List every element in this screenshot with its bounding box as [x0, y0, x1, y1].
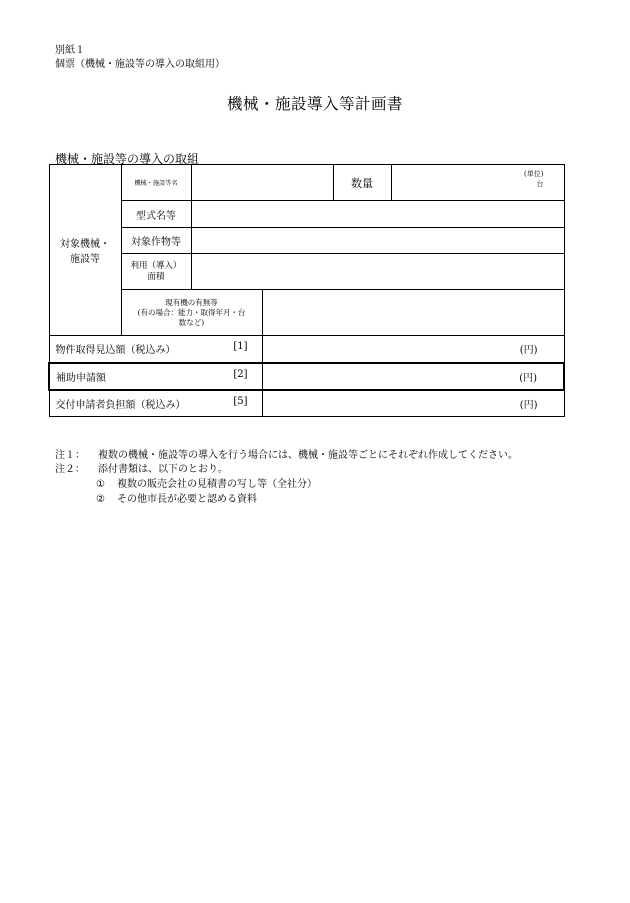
note-item-text: 複数の販売会社の見積書の写し等（全社分）	[117, 479, 317, 490]
cost-row-subsidy	[49, 363, 564, 390]
model-field[interactable]	[191, 201, 564, 228]
machine-name-label: 機械・施設等名	[121, 165, 191, 201]
plan-table	[48, 164, 565, 417]
applicant-burden-field[interactable]: (円)	[262, 390, 564, 417]
form-type-label: 個票（機械・施設等の導入の取組用）	[55, 59, 225, 70]
quantity-label: 数量	[333, 165, 391, 201]
ref-5: [5]	[233, 395, 248, 407]
acquisition-cost-label: 物件取得見込額（税込み） [1]	[49, 336, 262, 363]
note-item-num: ②	[96, 494, 105, 505]
table-row	[49, 165, 564, 201]
applicant-burden-label: 交付申請者負担額（税込み） [5]	[49, 390, 262, 417]
ref-2: [2]	[233, 368, 248, 380]
note-item-num: ①	[96, 479, 105, 490]
table-row	[49, 290, 564, 336]
cost-row-applicant	[49, 390, 564, 417]
quantity-field[interactable]	[391, 165, 564, 201]
model-label: 型式名等	[121, 201, 191, 228]
area-label: 利用（導入） 面積	[121, 254, 191, 290]
table-row	[49, 254, 564, 290]
note-item-text: その他市長が必要と認める資料	[117, 494, 257, 505]
crop-field[interactable]	[191, 228, 564, 254]
target-equipment-label: 対象機械・ 施設等	[49, 165, 121, 336]
note-2-text: 添付書類は、以下のとおり。	[98, 464, 228, 475]
note-2-label: 注２：	[55, 464, 85, 475]
document-title: 機械・施設導入等計画書	[226, 95, 403, 113]
cost-row-acquisition	[49, 336, 564, 363]
ref-1: [1]	[233, 341, 248, 353]
crop-label: 対象作物等	[121, 228, 191, 254]
table-row	[49, 228, 564, 254]
section-title: 機械・施設等の導入の取組	[55, 152, 200, 166]
note-1-text: 複数の機械・施設等の導入を行う場合には、機械・施設等ごとにそれぞれ作成してください。	[98, 450, 518, 461]
subsidy-amount-field[interactable]: (円)	[262, 363, 564, 390]
attachment-label: 別紙１	[55, 45, 85, 56]
existing-machine-label: 現有機の有無等 (有の場合：能力・取得年月・台 数など)	[121, 290, 262, 336]
area-field[interactable]	[191, 254, 564, 290]
note-1-label: 注１：	[55, 450, 85, 461]
unit-value: 台	[536, 180, 544, 188]
unit-label: (単位)	[524, 170, 544, 178]
existing-machine-field[interactable]	[262, 290, 564, 336]
machine-name-field[interactable]	[191, 165, 333, 201]
subsidy-amount-label: 補助申請額 [2]	[49, 363, 262, 390]
table-row	[49, 201, 564, 228]
acquisition-cost-field[interactable]: (円)	[262, 336, 564, 363]
